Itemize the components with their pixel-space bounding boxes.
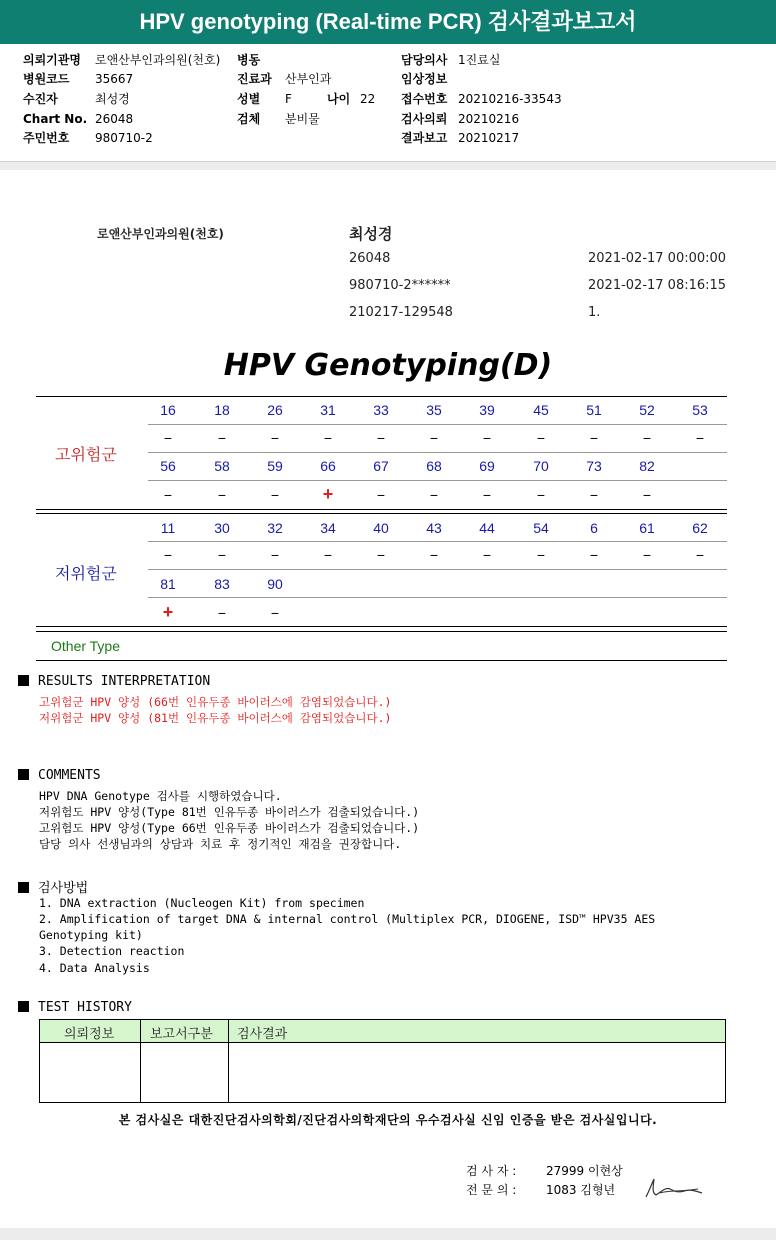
signature-mark-icon <box>640 1175 710 1203</box>
low-risk-label: 저위험군 <box>55 564 117 583</box>
hpv-result: − <box>482 430 492 446</box>
hpv-result: − <box>270 605 280 621</box>
report-title: HPV genotyping (Real-time PCR) 검사결과보고서 <box>0 0 776 44</box>
hpv-result: − <box>642 547 652 563</box>
table-rule <box>148 541 727 542</box>
patient-page: 1. <box>588 305 601 320</box>
table-rule <box>148 480 727 481</box>
high-risk-label: 고위험군 <box>55 445 117 464</box>
hpv-type: 81 <box>160 576 176 592</box>
header-value: 980710-2 <box>95 131 153 145</box>
examiner-label: 검 사 자 : <box>466 1164 517 1178</box>
header-label: 결과보고 <box>401 131 448 145</box>
hpv-result: − <box>163 547 173 563</box>
hpv-result: − <box>163 487 173 503</box>
hpv-result: − <box>536 547 546 563</box>
table-rule <box>36 626 727 627</box>
footer-band <box>0 1228 776 1240</box>
hpv-type: 66 <box>320 458 336 474</box>
method-line: 3. Detection reaction <box>39 944 185 958</box>
hpv-type: 45 <box>533 402 549 418</box>
patient-code: 210217-129548 <box>349 305 453 320</box>
patient-chart: 26048 <box>349 251 391 266</box>
square-bullet-icon <box>18 882 29 893</box>
method-heading: 검사방법 <box>18 877 88 896</box>
hpv-result: − <box>695 547 705 563</box>
hpv-type: 44 <box>479 520 495 536</box>
hpv-type: 26 <box>267 402 283 418</box>
header-value: 20210216-33543 <box>458 92 562 106</box>
hpv-type: 68 <box>426 458 442 474</box>
history-heading: TEST HISTORY <box>18 1000 132 1015</box>
hpv-type: 56 <box>160 458 176 474</box>
results-line: 고위험군 HPV 양성 (66번 인유두종 바이러스에 감염되었습니다.) <box>39 695 392 709</box>
hpv-type: 40 <box>373 520 389 536</box>
hpv-result: − <box>536 430 546 446</box>
patient-hospital: 로앤산부인과의원(천호) <box>97 227 224 241</box>
header-value: 분비물 <box>285 112 320 126</box>
method-line: Genotyping kit) <box>39 928 143 942</box>
history-col-divider <box>140 1020 141 1102</box>
hpv-result: − <box>376 430 386 446</box>
hpv-result: − <box>376 487 386 503</box>
hpv-type: 35 <box>426 402 442 418</box>
table-rule <box>148 597 727 598</box>
header-value: 1진료실 <box>458 53 501 67</box>
hpv-type: 58 <box>214 458 230 474</box>
patient-date1: 2021-02-17 00:00:00 <box>588 251 727 266</box>
results-line: 저위험군 HPV 양성 (81번 인유두종 바이러스에 감염되었습니다.) <box>39 711 392 725</box>
hpv-type: 31 <box>320 402 336 418</box>
hpv-type: 16 <box>160 402 176 418</box>
header-value: 로앤산부인과의원(천호) <box>95 53 221 67</box>
method-line: 4. Data Analysis <box>39 961 150 975</box>
header-label: 병원코드 <box>23 72 70 86</box>
age-value: 22 <box>360 92 376 106</box>
history-table <box>39 1019 726 1103</box>
age-label: 나이 <box>327 92 351 106</box>
header-label: 병동 <box>237 53 261 67</box>
history-col-report-type: 보고서구분 <box>150 1027 213 1042</box>
hpv-result: − <box>642 430 652 446</box>
hpv-type: 67 <box>373 458 389 474</box>
hpv-result: − <box>217 487 227 503</box>
hpv-result: + <box>162 602 174 622</box>
patient-id: 980710-2****** <box>349 278 451 293</box>
history-header-row <box>40 1020 725 1043</box>
header-label: 진료과 <box>237 72 272 86</box>
hpv-result: − <box>217 430 227 446</box>
header-value: 20210216 <box>458 112 520 126</box>
hpv-type: 90 <box>267 576 283 592</box>
header-label: 주민번호 <box>23 131 70 145</box>
hpv-type: 82 <box>639 458 655 474</box>
table-rule <box>148 452 727 453</box>
hpv-result: − <box>589 430 599 446</box>
hpv-type: 33 <box>373 402 389 418</box>
method-line: 1. DNA extraction (Nucleogen Kit) from specimen <box>39 896 365 910</box>
hpv-type: 34 <box>320 520 336 536</box>
hpv-result: − <box>163 430 173 446</box>
header-label: 수진자 <box>23 92 58 106</box>
header-value: 26048 <box>95 112 134 126</box>
hpv-result: − <box>589 487 599 503</box>
header-label: Chart No. <box>23 112 88 126</box>
header-label: 성별 <box>237 92 261 106</box>
table-rule <box>148 569 727 570</box>
specialist-label: 전 문 의 : <box>466 1183 517 1197</box>
comment-line: HPV DNA Genotype 검사를 시행하였습니다. <box>39 789 282 803</box>
hpv-result: − <box>642 487 652 503</box>
table-rule <box>36 509 727 510</box>
table-rule <box>148 424 727 425</box>
hpv-type: 6 <box>590 520 598 536</box>
patient-name: 최성경 <box>349 225 393 243</box>
square-bullet-icon <box>18 769 29 780</box>
hpv-type: 11 <box>160 520 176 536</box>
report-header <box>0 44 776 162</box>
table-rule <box>36 631 727 632</box>
hpv-type: 43 <box>426 520 442 536</box>
examiner: 27999 이현상 <box>546 1164 623 1178</box>
hpv-type: 69 <box>479 458 495 474</box>
square-bullet-icon <box>18 675 29 686</box>
hpv-type: 39 <box>479 402 495 418</box>
square-bullet-icon <box>18 1001 29 1012</box>
hpv-result: − <box>429 487 439 503</box>
header-label: 담당의사 <box>401 53 448 67</box>
hpv-result: − <box>429 430 439 446</box>
header-value: 최성경 <box>95 92 130 106</box>
hpv-result: − <box>695 430 705 446</box>
hpv-result: − <box>429 547 439 563</box>
comment-line: 담당 의사 선생님과의 상담과 치료 후 정기적인 재검을 권장합니다. <box>39 837 402 851</box>
hpv-type: 30 <box>214 520 230 536</box>
hpv-type: 59 <box>267 458 283 474</box>
hpv-type: 70 <box>533 458 549 474</box>
history-col-divider <box>228 1020 229 1102</box>
hpv-result: − <box>482 547 492 563</box>
hpv-result: − <box>482 487 492 503</box>
table-rule <box>36 396 727 397</box>
specialist: 1083 김형년 <box>546 1183 616 1197</box>
hpv-type: 61 <box>639 520 655 536</box>
method-line: 2. Amplification of target DNA & internal control (Multiplex PCR, DIOGENE, ISD™ HPV35 AES <box>39 912 656 926</box>
hpv-type: 54 <box>533 520 549 536</box>
hpv-result: − <box>270 430 280 446</box>
genotyping-title: HPV Genotyping(D) <box>223 348 553 383</box>
hpv-type: 53 <box>692 402 708 418</box>
hpv-result: + <box>322 484 334 504</box>
hpv-type: 32 <box>267 520 283 536</box>
comment-line: 고위험도 HPV 양성(Type 66번 인유두종 바이러스가 검출되었습니다.) <box>39 821 420 835</box>
header-value: 35667 <box>95 72 134 86</box>
header-label: 의뢰기관명 <box>23 53 81 67</box>
comment-line: 저위험도 HPV 양성(Type 81번 인유두종 바이러스가 검출되었습니다.) <box>39 805 420 819</box>
hpv-result: − <box>323 547 333 563</box>
hpv-result: − <box>270 547 280 563</box>
header-value: 산부인과 <box>285 72 332 86</box>
certification-note: 본 검사실은 대한진단검사의학회/진단검사의학재단의 우수검사실 신임 인증을 받은 검사실입니다. <box>118 1113 658 1127</box>
hpv-result: − <box>217 547 227 563</box>
header-value: F <box>285 92 292 106</box>
history-col-request: 의뢰정보 <box>64 1027 115 1042</box>
other-type-label: Other Type <box>51 638 121 654</box>
header-label: 검사의뢰 <box>401 112 448 126</box>
patient-date2: 2021-02-17 08:16:15 <box>588 278 727 293</box>
results-heading: RESULTS INTERPRETATION <box>18 674 210 689</box>
hpv-type: 52 <box>639 402 655 418</box>
hpv-result: − <box>376 547 386 563</box>
hpv-result: − <box>270 487 280 503</box>
hpv-result: − <box>323 430 333 446</box>
hpv-type: 51 <box>586 402 602 418</box>
hpv-result: − <box>217 605 227 621</box>
header-value: 20210217 <box>458 131 520 145</box>
hpv-type: 62 <box>692 520 708 536</box>
comments-heading: COMMENTS <box>18 768 101 783</box>
header-separator <box>0 162 776 170</box>
hpv-type: 83 <box>214 576 230 592</box>
table-rule <box>36 513 727 514</box>
header-label: 임상정보 <box>401 72 448 86</box>
header-label: 접수번호 <box>401 92 448 106</box>
history-col-result: 검사결과 <box>237 1027 288 1042</box>
hpv-result: − <box>536 487 546 503</box>
hpv-type: 73 <box>586 458 602 474</box>
hpv-result: − <box>589 547 599 563</box>
header-label: 검체 <box>237 112 261 126</box>
table-rule <box>36 660 727 661</box>
hpv-type: 18 <box>214 402 230 418</box>
